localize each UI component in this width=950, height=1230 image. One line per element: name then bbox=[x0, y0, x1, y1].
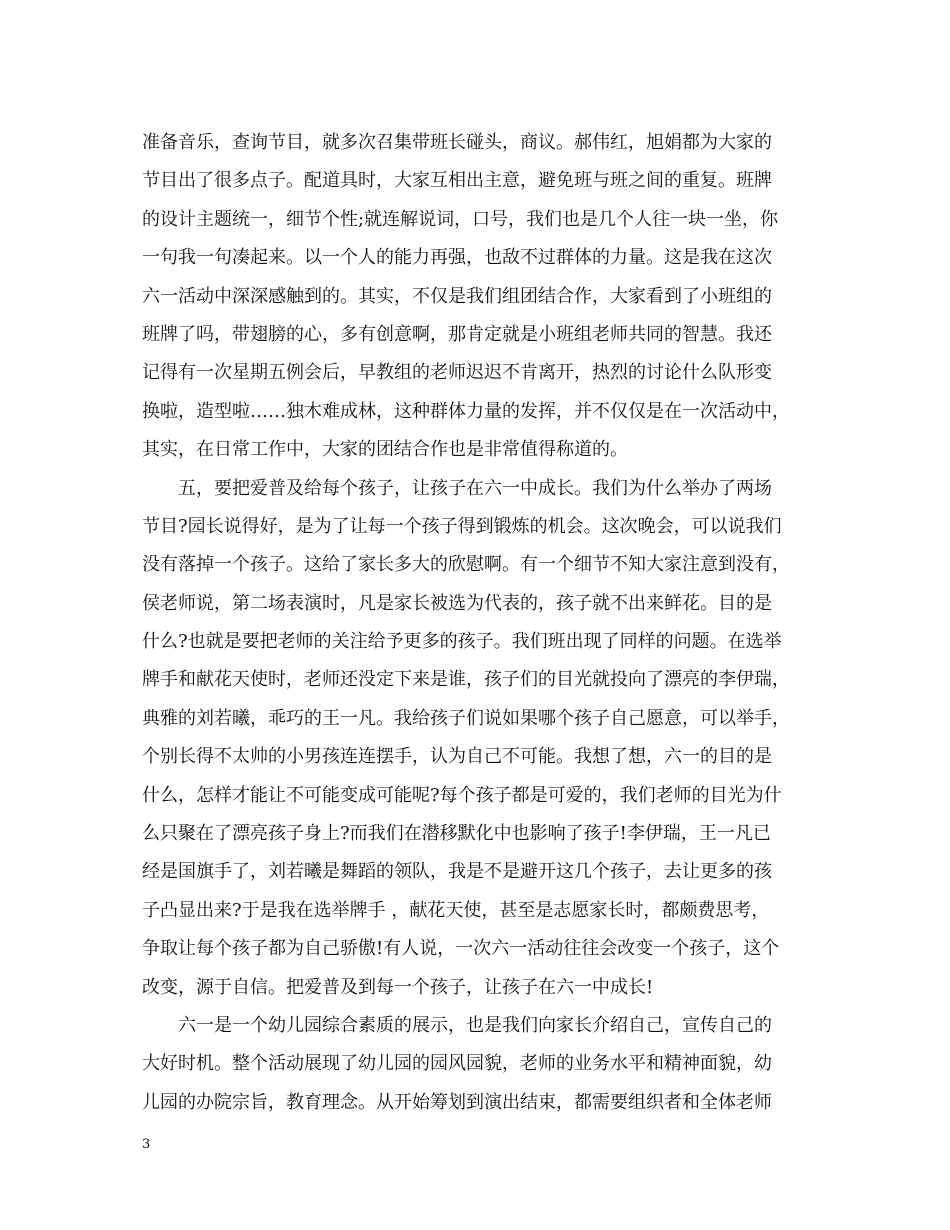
text-line: 侯老师说，第二场表演时，凡是家长被选为代表的，孩子就不出来鲜花。目的是 bbox=[142, 592, 772, 614]
text-line: 大好时机。整个活动展现了幼儿园的园风园貌，老师的业务水平和精神面貌，幼 bbox=[142, 1053, 772, 1075]
text-line: 个别长得不太帅的小男孩连连摆手，认为自己不可能。我想了想，六一的目的是 bbox=[142, 746, 772, 768]
text-line: 争取让每个孩子都为自己骄傲!有人说，一次六一活动往往会改变一个孩子，这个 bbox=[142, 938, 780, 960]
text-line: 六一活动中深深感触到的。其实，不仅是我们组团结合作，大家看到了小班组的 bbox=[142, 285, 772, 307]
text-line: 节目?园长说得好，是为了让每一个孩子得到锻炼的机会。这次晚会，可以说我们 bbox=[142, 515, 782, 537]
page-number: 3 bbox=[142, 1137, 151, 1152]
text-line: 班牌了吗，带翅膀的心，多有创意啊，那肯定就是小班组老师共同的智慧。我还 bbox=[142, 323, 772, 345]
text-line: 牌手和献花天使时，老师还没定下来是谁，孩子们的目光就投向了漂亮的李伊瑞， bbox=[142, 669, 790, 691]
text-line: 子凸显出来?于是我在选举牌手 ，献花天使，甚至是志愿家长时，都颇费思考， bbox=[142, 899, 770, 921]
text-line: 什么，怎样才能让不可能变成可能呢?每个孩子都是可爱的，我们老师的目光为什 bbox=[142, 784, 782, 806]
text-line: 经是国旗手了，刘若曦是舞蹈的领队，我是不是避开这几个孩子，去让更多的孩 bbox=[142, 861, 772, 883]
text-line: 典雅的刘若曦，乖巧的王一凡。我给孩子们说如果哪个孩子自己愿意，可以举手， bbox=[142, 707, 790, 729]
text-line: 什么?也就是要把老师的关注给予更多的孩子。我们班出现了同样的问题。在选举 bbox=[142, 631, 782, 653]
text-line: 儿园的办院宗旨，教育理念。从开始筹划到演出结束，都需要组织者和全体老师 bbox=[142, 1091, 772, 1113]
text-line: 其实，在日常工作中，大家的团结合作也是非常值得称道的。 bbox=[142, 439, 628, 461]
text-line: 么只聚在了漂亮孩子身上?而我们在潜移默化中也影响了孩子!李伊瑞，王一凡已 bbox=[142, 823, 771, 845]
text-line: 换啦，造型啦……独木难成林，这种群体力量的发挥，并不仅仅是在一次活动中， bbox=[142, 400, 790, 422]
text-line: 改变，源于自信。把爱普及到每一个孩子，让孩子在六一中成长! bbox=[142, 976, 654, 998]
text-line: 五，要把爱普及给每个孩子，让孩子在六一中成长。我们为什么举办了两场 bbox=[178, 477, 772, 499]
text-line: 记得有一次星期五例会后，早教组的老师迟迟不肯离开，热烈的讨论什么队形变 bbox=[142, 362, 772, 384]
body-text bbox=[142, 124, 818, 1122]
text-line: 一句我一句凑起来。以一个人的能力再强，也敌不过群体的力量。这是我在这次 bbox=[142, 247, 772, 269]
text-line: 没有落掉一个孩子。这给了家长多大的欣慰啊。有一个细节不知大家注意到没有， bbox=[142, 554, 790, 576]
text-line: 准备音乐，查询节目，就多次召集带班长碰头，商议。郝伟红，旭娟都为大家的 bbox=[142, 132, 772, 153]
text-line: 六一是一个幼儿园综合素质的展示，也是我们向家长介绍自己，宣传自己的 bbox=[178, 1014, 772, 1036]
text-line: 节目出了很多点子。配道具时，大家互相出主意，避免班与班之间的重复。班牌 bbox=[142, 170, 772, 192]
text-line: 的设计主题统一，细节个性;就连解说词，口号，我们也是几个人往一块一坐，你 bbox=[142, 208, 779, 230]
